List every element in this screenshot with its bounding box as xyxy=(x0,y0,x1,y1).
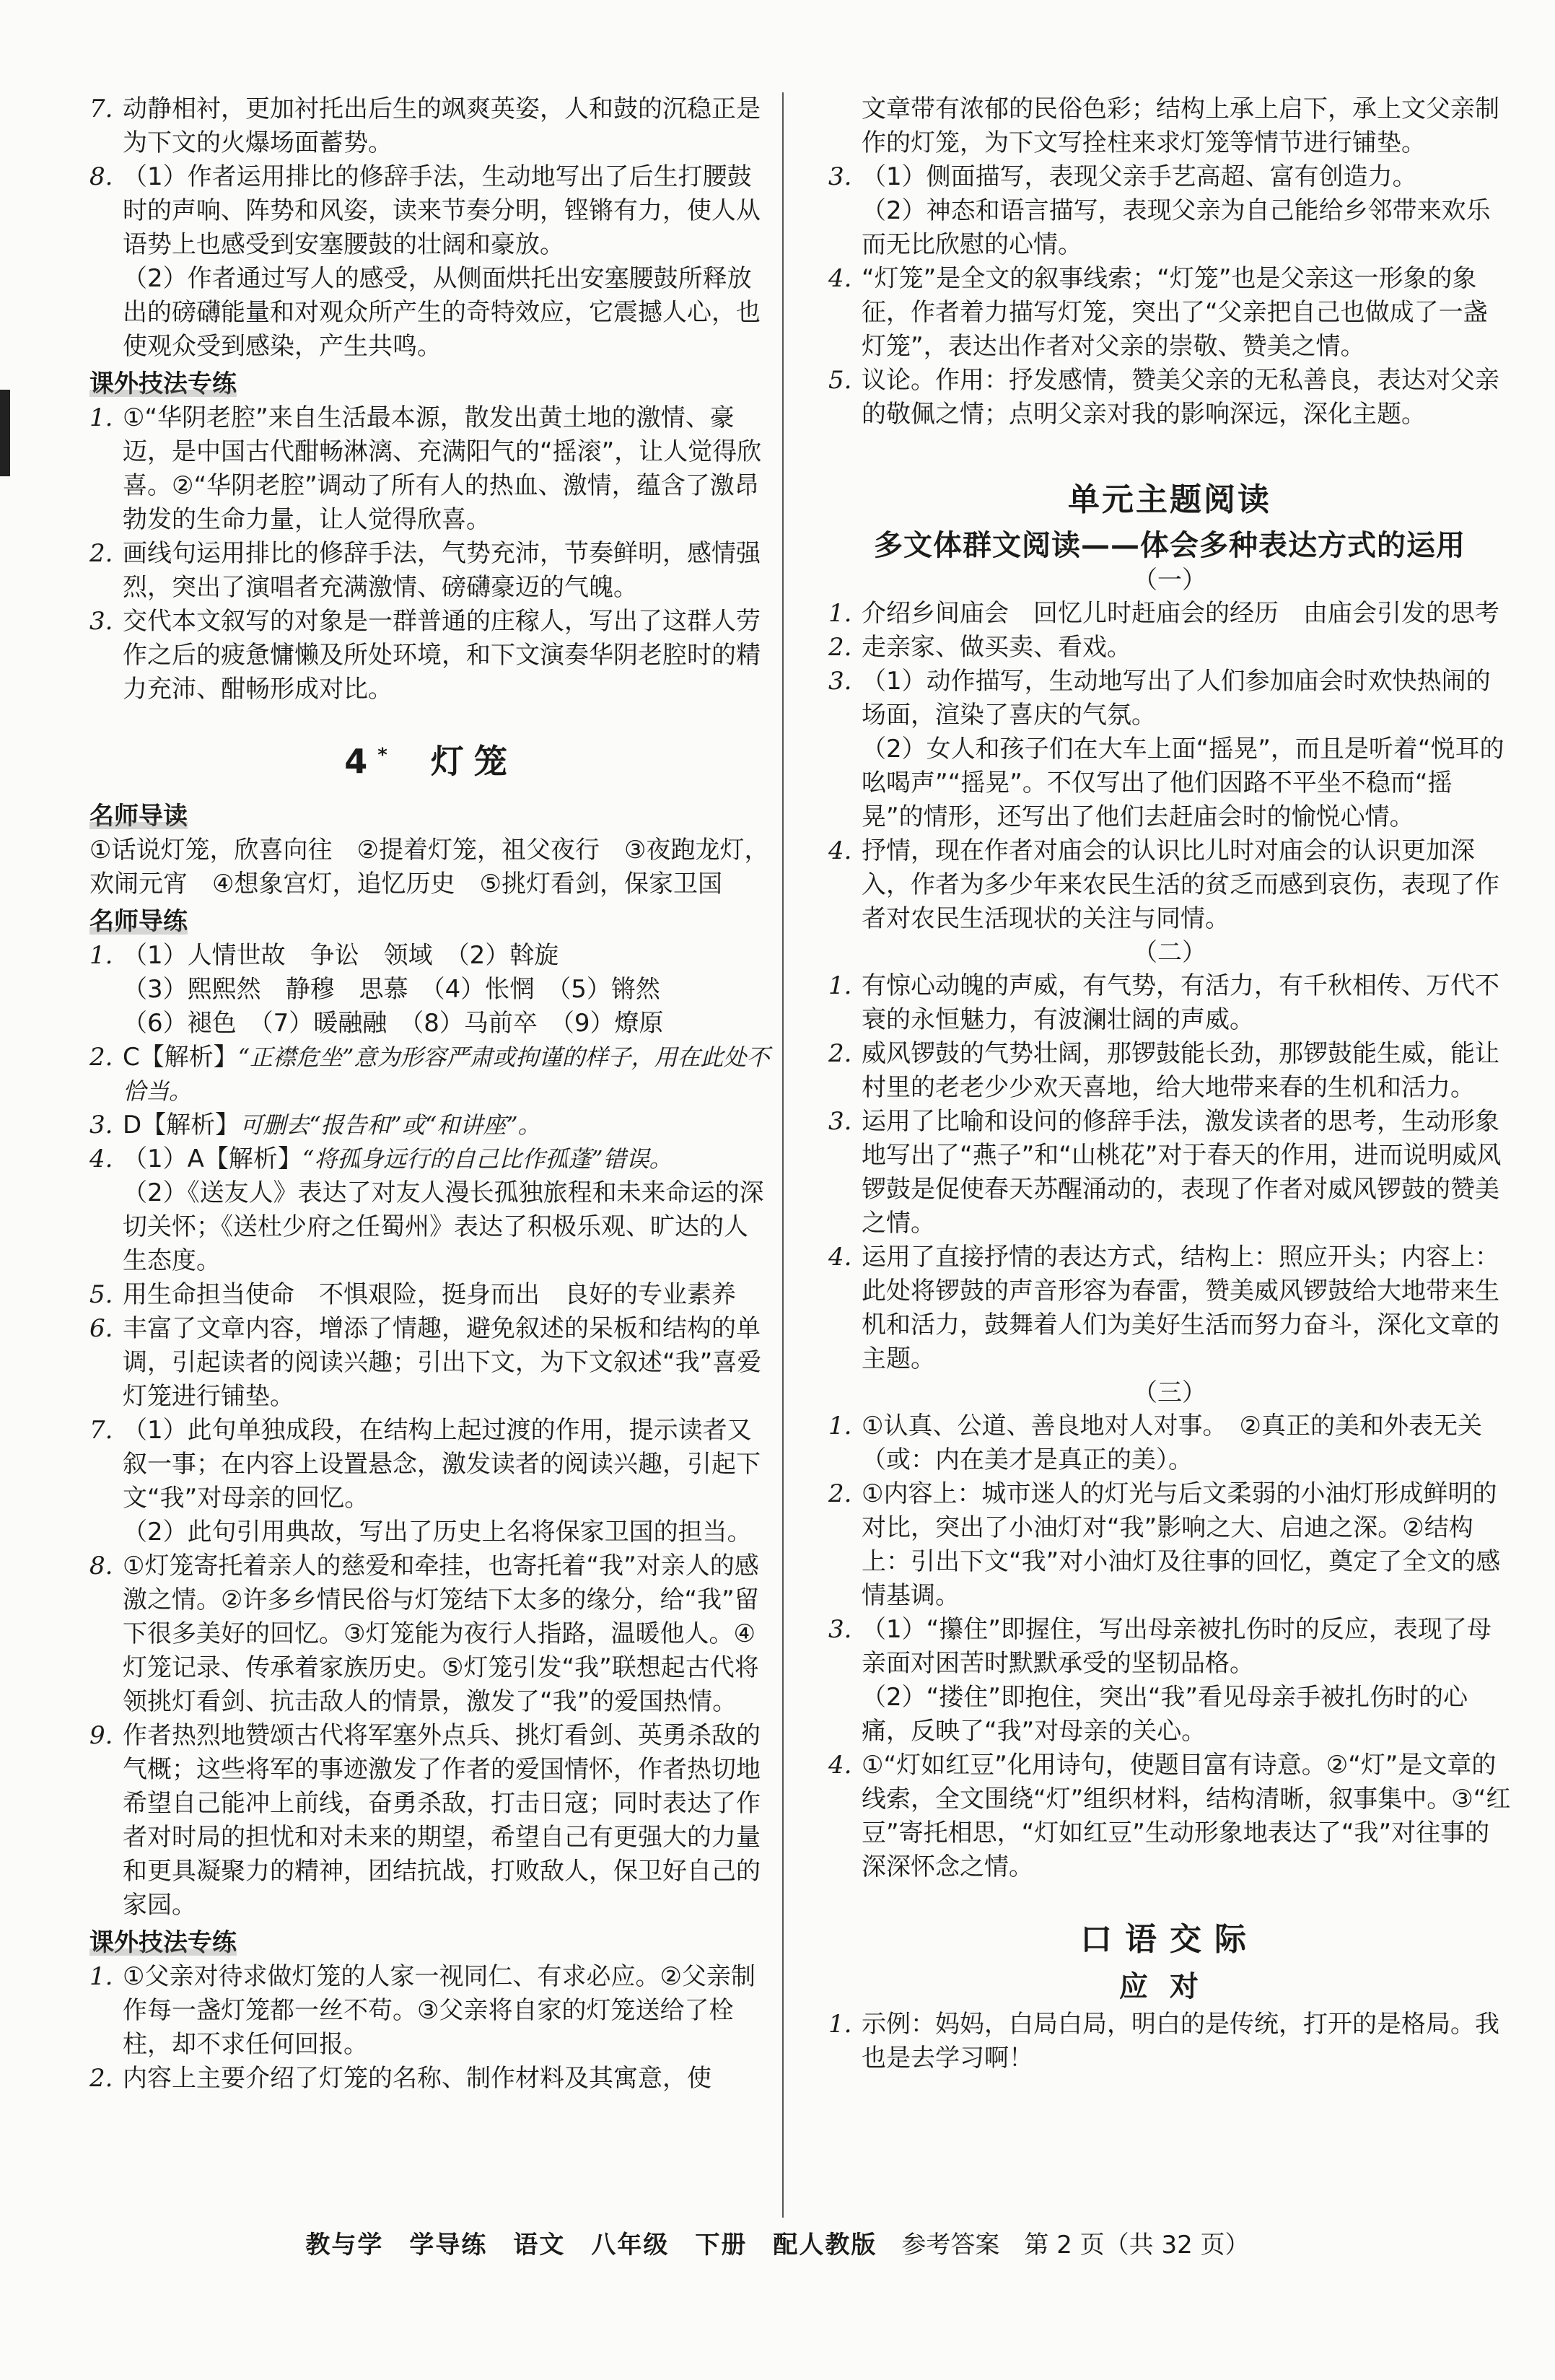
answer-item xyxy=(828,1105,1511,1241)
lesson-number: 4 xyxy=(344,742,378,781)
section-tag: 名师导读 xyxy=(89,799,188,834)
item-text xyxy=(123,1549,772,1719)
guide-text: ①话说灯笼，欣喜向往 ②提着灯笼，祖父夜行 ③夜跑龙灯，欢闹元宵 ④想象宫灯，追忆历史 ⑤挑灯看剑，保家卫国 xyxy=(89,836,769,898)
unit-title: 单元主题阅读 xyxy=(1068,481,1271,518)
item-main: （1）A【解析】 xyxy=(123,1145,302,1173)
item-main: 交代本文叙写的对象是一群普通的庄稼人，写出了这群人劳作之后的疲惫慵懒及所处环境，和下文演奏华阴老腔时的精力充沛、酣畅形成对比。 xyxy=(123,607,761,704)
right-column xyxy=(828,92,1511,2075)
item-analysis: 可删去“报告和”或“和讲座”。 xyxy=(240,1111,541,1139)
answer-item xyxy=(89,401,772,537)
answer-list xyxy=(828,969,1511,1376)
item-text xyxy=(862,1409,1511,1477)
item-number: 3. xyxy=(828,1107,852,1136)
item-text xyxy=(862,665,1511,732)
answer-item xyxy=(89,1312,772,1414)
item-text xyxy=(862,834,1511,936)
item-main: ①内容上：城市迷人的灯光与后文柔弱的小油灯形成鲜明的对比，突出了小油灯对“我”影响之大、启迪之深。②结构上：引出下文“我”对小油灯及往事的回忆，奠定了全文的感情基调。 xyxy=(862,1479,1501,1610)
answer-item xyxy=(828,665,1511,834)
item-text xyxy=(862,262,1511,364)
answer-item xyxy=(828,1241,1511,1376)
answer-item xyxy=(89,2062,772,2096)
answer-item xyxy=(828,364,1511,432)
answer-item xyxy=(828,631,1511,665)
column-divider xyxy=(782,92,784,2218)
lesson-star: * xyxy=(377,744,387,766)
item-number: 1. xyxy=(828,599,852,628)
answer-item xyxy=(828,834,1511,936)
answer-list xyxy=(89,401,772,706)
item-number: 5. xyxy=(89,1280,113,1309)
lesson-name: 灯笼 xyxy=(430,742,517,781)
item-main: C【解析】 xyxy=(123,1043,238,1072)
book-title: 教与学 学导练 语文 八年级 下册 配人教版 xyxy=(305,2231,877,2259)
item-main: “灯笼”是全文的叙事线索；“灯笼”也是父亲这一形象的象征，作者着力描写灯笼，突出了“父亲把自己也做成了一盏灯笼”，表达出作者对父亲的崇敬、赞美之情。 xyxy=(862,264,1488,361)
page-footer xyxy=(0,2225,1555,2260)
item-main: 议论。作用：抒发感情，赞美父亲的无私善良，表达对父亲的敬佩之情；点明父亲对我的影响深远，深化主题。 xyxy=(862,366,1499,429)
item-text xyxy=(862,1037,1511,1105)
answer-item xyxy=(89,1108,772,1142)
answer-item xyxy=(89,1960,772,2062)
section-tag: 课外技法专练 xyxy=(89,1925,237,1960)
item-number: 3. xyxy=(828,667,852,696)
item-number: 2. xyxy=(89,1043,113,1072)
answer-item xyxy=(828,1409,1511,1477)
answer-list xyxy=(828,2008,1511,2075)
item-number: 1. xyxy=(828,971,852,1000)
item-text xyxy=(862,1105,1511,1241)
item-subanswer: （2）作者通过写人的感受，从侧面烘托出安塞腰鼓所释放出的磅礴能量和对观众所产生的奇特效应，它震撼人心，也使观众受到感染，产生共鸣。 xyxy=(123,264,761,361)
item-number: 2. xyxy=(828,1479,852,1508)
answer-item xyxy=(89,160,772,364)
item-text xyxy=(123,1041,772,1108)
item-main: 抒情，现在作者对庙会的认识比儿时对庙会的认识更加深入，作者为多少年来农民生活的贫乏而感到哀伤，表现了作者对农民生活现状的关注与同情。 xyxy=(862,836,1499,933)
item-text xyxy=(862,1241,1511,1376)
unit-subtitle: 多文体群文阅读——体会多种表达方式的运用 xyxy=(874,529,1466,562)
item-text xyxy=(123,1108,772,1142)
answer-list xyxy=(828,1409,1511,1884)
item-main: D【解析】 xyxy=(123,1111,240,1139)
item-main: 运用了比喻和设问的修辞手法，激发读者的思考，生动形象地写出了“燕子”和“山桃花”对于春天的作用，进而说明威风锣鼓是促使春天苏醒涌动的，表现了作者对威风锣鼓的赞美之情。 xyxy=(862,1107,1502,1238)
item-main: 威风锣鼓的气势壮阔，那锣鼓能长劲，那锣鼓能生威，能让村里的老老少少欢天喜地，给大地带来春的生机和活力。 xyxy=(862,1039,1499,1102)
item-text xyxy=(123,1142,772,1176)
oral-subtitle: 应对 xyxy=(1119,1970,1220,2003)
item-number: 4. xyxy=(828,264,852,293)
answer-item xyxy=(828,969,1511,1037)
item-number: 4. xyxy=(828,1243,852,1272)
item-text xyxy=(123,92,772,160)
item-text xyxy=(123,1278,772,1312)
section-tag: 名师导练 xyxy=(89,904,188,939)
answer-item xyxy=(828,1749,1511,1884)
item-main: 作者热烈地赞颂古代将军塞外点兵、挑灯看剑、英勇杀敌的气概；这些将军的事迹激发了作者的爱国情怀，作者热切地希望自己能冲上前线，奋勇杀敌，打击日寇；同时表达了作者对时局的担忧和对未来的期望，希望自己有更强大的力量和更具凝聚力的精神，团结抗战，打败敌人，保卫好自己的家园。 xyxy=(123,1721,761,1920)
item-number: 3. xyxy=(828,162,852,191)
item-subanswer: （2）“搂住”即抱住，突出“我”看见母亲手被扎伤时的心痛，反映了“我”对母亲的关心。 xyxy=(862,1683,1468,1746)
answer-item xyxy=(828,2008,1511,2075)
item-text xyxy=(123,605,772,706)
item-main: ①认真、公道、善良地对人对事。 ②真正的美和外表无关（或：内在美才是真正的美）。 xyxy=(862,1412,1482,1474)
item-text xyxy=(123,1719,772,1922)
item-number: 9. xyxy=(89,1721,113,1750)
answer-list xyxy=(89,1960,772,2096)
item-analysis: “将孤身远行的自己比作孤蓬”错误。 xyxy=(302,1145,673,1173)
item-text xyxy=(862,1749,1511,1884)
answer-item xyxy=(89,1041,772,1108)
answer-item xyxy=(89,92,772,160)
item-text xyxy=(862,597,1511,631)
left-column xyxy=(89,92,772,2096)
item-subanswer: （2）此句引用典故，写出了历史上名将保家卫国的担当。 xyxy=(123,1518,752,1546)
part-heading: （二） xyxy=(1133,938,1206,967)
item-subanswer: （2）神态和语言描写，表现父亲为自己能给乡邻带来欢乐而无比欣慰的心情。 xyxy=(862,196,1491,259)
item-main: 丰富了文章内容，增添了情趣，避免叙述的呆板和结构的单调，引起读者的阅读兴趣；引出下文，为下文叙述“我”喜爱灯笼进行铺垫。 xyxy=(123,1314,762,1411)
item-main: （1）人情世故 争讼 领域 （2）斡旋 xyxy=(123,941,559,970)
item-number: 2. xyxy=(828,633,852,662)
item-main: 示例：妈妈，白局白局，明白的是传统，打开的是格局。我也是去学习啊！ xyxy=(862,2010,1499,2073)
item-main: （1）“攥住”即握住，写出母亲被扎伤时的反应，表现了母亲面对困苦时默默承受的坚韧品格。 xyxy=(862,1615,1492,1678)
answer-item xyxy=(89,1142,772,1278)
answer-item xyxy=(89,1549,772,1719)
item-text xyxy=(862,364,1511,432)
item-main: （1）此句单独成段，在结构上起过渡的作用，提示读者又叙一事；在内容上设置悬念，激发读者的阅读兴趣，引起下文“我”对母亲的回忆。 xyxy=(123,1416,761,1513)
answer-item xyxy=(89,939,772,1041)
item-number: 1. xyxy=(828,2010,852,2039)
answer-item xyxy=(89,537,772,605)
item-text xyxy=(123,2062,772,2096)
item-subanswer: （3）熙熙然 静穆 思慕 （4）怅惘 （5）锵然 xyxy=(123,975,660,1004)
item-text xyxy=(862,2008,1511,2075)
item-main: ①父亲对待求做灯笼的人家一视同仁、有求必应。②父亲制作每一盏灯笼都一丝不苟。③父亲将自家的灯笼送给了栓柱，却不求任何回报。 xyxy=(123,1962,755,2059)
answer-item xyxy=(828,1477,1511,1613)
item-main: 用生命担当使命 不惧艰险，挺身而出 良好的专业素养 xyxy=(123,1280,736,1309)
item-text xyxy=(123,1312,772,1414)
answer-list xyxy=(828,597,1511,936)
item-main: 画线句运用排比的修辞手法，气势充沛，节奏鲜明，感情强烈，突出了演唱者充满激情、磅礴豪迈的气魄。 xyxy=(123,539,761,602)
item-subanswer: （2）《送友人》表达了对友人漫长孤独旅程和未来命运的深切关怀；《送杜少府之任蜀州》表达了积极乐观、旷达的人生态度。 xyxy=(123,1178,764,1275)
item-text xyxy=(123,1960,772,2062)
item-text xyxy=(123,537,772,605)
item-number: 6. xyxy=(89,1314,113,1343)
item-subanswer: （2）女人和孩子们在大车上面“摇晃”，而且是听着“悦耳的吆喝声”“摇晃”。不仅写出了他们因路不平坐不稳而“摇晃”的情形，还写出了他们去赶庙会时的愉悦心情。 xyxy=(862,735,1504,831)
answer-list xyxy=(89,939,772,1922)
item-main: 介绍乡间庙会 回忆儿时赶庙会的经历 由庙会引发的思考 xyxy=(862,599,1499,628)
item-main: ①灯笼寄托着亲人的慈爱和牵挂，也寄托着“我”对亲人的感激之情。②许多乡情民俗与灯笼结下太多的缘分，给“我”留下很多美好的回忆。③灯笼能为夜行人指路，温暖他人。④灯笼记录、传承着家族历史。⑤灯笼引发“我”联想起古代将领挑灯看剑、抗击敌人的情景，激发了“我”的爱国热情。 xyxy=(123,1552,759,1716)
answer-item xyxy=(828,597,1511,631)
item-main: （1）侧面描写，表现父亲手艺高超、富有创造力。 xyxy=(862,162,1417,191)
part-heading: （三） xyxy=(1133,1378,1206,1407)
answer-list xyxy=(828,160,1511,432)
item-number: 1. xyxy=(828,1412,852,1440)
item-text xyxy=(123,160,772,262)
continued-text: 文章带有浓郁的民俗色彩；结构上承上启下，承上文父亲制作的灯笼，为下文写拴柱来求灯笼等情节进行铺垫。 xyxy=(862,95,1499,157)
item-number: 2. xyxy=(828,1039,852,1068)
item-number: 7. xyxy=(89,1416,113,1445)
answer-item xyxy=(828,262,1511,364)
item-number: 1. xyxy=(89,1962,113,1991)
item-number: 2. xyxy=(89,539,113,568)
item-number: 4. xyxy=(828,1751,852,1780)
item-text xyxy=(862,969,1511,1037)
item-number: 5. xyxy=(828,366,852,395)
part-heading: （一） xyxy=(1133,566,1206,595)
item-main: 运用了直接抒情的表达方式，结构上：照应开头；内容上：此处将锣鼓的声音形容为春雷，赞美威风锣鼓给大地带来生机和活力，鼓舞着人们为美好生活而努力奋斗，深化文章的主题。 xyxy=(862,1243,1499,1373)
item-number: 3. xyxy=(828,1615,852,1644)
item-text xyxy=(123,401,772,537)
item-number: 8. xyxy=(89,162,113,191)
answer-item xyxy=(89,1414,772,1549)
page-number: 参考答案 第 2 页（共 32 页） xyxy=(901,2231,1250,2259)
item-number: 1. xyxy=(89,941,113,970)
answer-item xyxy=(89,605,772,706)
item-number: 3. xyxy=(89,607,113,636)
item-main: 动静相衬，更加衬托出后生的飒爽英姿，人和鼓的沉稳正是为下文的火爆场面蓄势。 xyxy=(123,95,761,157)
item-number: 1. xyxy=(89,403,113,432)
section-tag: 课外技法专练 xyxy=(89,367,237,401)
item-number: 7. xyxy=(89,95,113,123)
item-number: 2. xyxy=(89,2064,113,2093)
item-main: 有惊心动魄的声威，有气势，有活力，有千秋相传、万代不衰的永恒魅力，有波澜壮阔的声威。 xyxy=(862,971,1499,1034)
item-text xyxy=(862,631,1511,665)
item-main: 走亲家、做买卖、看戏。 xyxy=(862,633,1131,662)
item-number: 4. xyxy=(828,836,852,865)
item-text xyxy=(123,1414,772,1515)
item-main: （1）动作描写，生动地写出了人们参加庙会时欢快热闹的场面，渲染了喜庆的气氛。 xyxy=(862,667,1491,730)
item-main: ①“灯如红豆”化用诗句，使题目富有诗意。②“灯”是文章的线索，全文围绕“灯”组织材料，结构清晰，叙事集中。③“红豆”寄托相思，“灯如红豆”生动形象地表达了“我”对往事的深深怀念之情。 xyxy=(862,1751,1511,1881)
item-main: ①“华阴老腔”来自生活最本源，散发出黄土地的激情、豪迈，是中国古代酣畅淋漓、充满阳气的“摇滚”，让人觉得欣喜。②“华阴老腔”调动了所有人的热血、激情，蕴含了激昂勃发的生命力量，让人觉得欣喜。 xyxy=(123,403,762,534)
item-text xyxy=(123,939,772,973)
answer-item xyxy=(828,160,1511,262)
item-number: 8. xyxy=(89,1552,113,1580)
item-text xyxy=(862,1613,1511,1681)
answer-item xyxy=(828,1037,1511,1105)
answer-item xyxy=(828,1613,1511,1749)
answer-item xyxy=(89,1719,772,1922)
page-edge-mark xyxy=(0,390,10,476)
item-subanswer: （6）褪色 （7）暖融融 （8）马前卒 （9）燎原 xyxy=(123,1009,664,1038)
oral-title: 口语交际 xyxy=(1080,1921,1259,1958)
item-text xyxy=(862,1477,1511,1613)
answer-item xyxy=(89,1278,772,1312)
answer-list xyxy=(89,92,772,364)
item-number: 4. xyxy=(89,1145,113,1173)
item-number: 3. xyxy=(89,1111,113,1139)
item-analysis: “正襟危坐”意为形容严肃或拘谨的样子，用在此处不恰当。 xyxy=(123,1044,770,1105)
item-main: 内容上主要介绍了灯笼的名称、制作材料及其寓意，使 xyxy=(123,2064,711,2093)
item-main: （1）作者运用排比的修辞手法，生动地写出了后生打腰鼓时的声响、阵势和风姿，读来节奏分明，铿锵有力，使人从语势上也感受到安塞腰鼓的壮阔和豪放。 xyxy=(123,162,761,259)
item-text xyxy=(862,160,1511,194)
lesson-title xyxy=(89,735,772,783)
